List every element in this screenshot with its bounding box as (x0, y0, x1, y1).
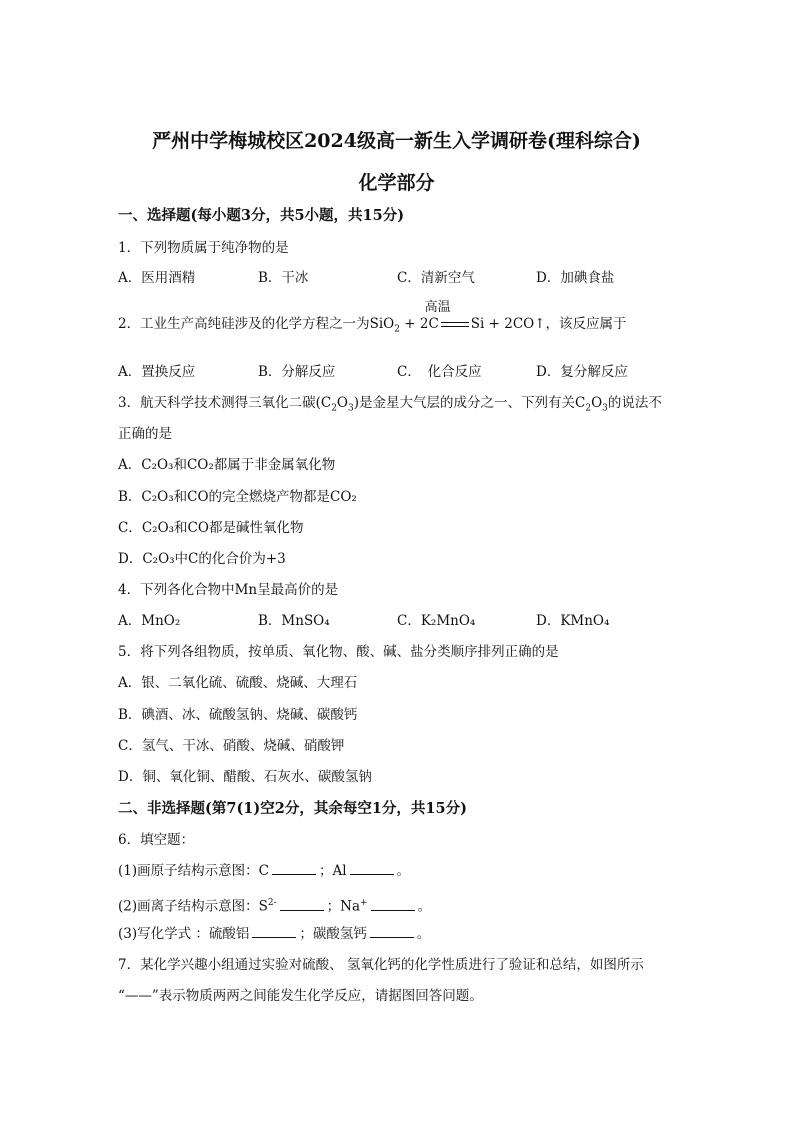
q4-option-a: A．MnO₂ (118, 613, 181, 629)
q3-stem-part: 的说法不 (607, 395, 662, 411)
q7-stem-line1: 7．某化学兴趣小组通过实验对硫酸、 氢氧化钙的化学性质进行了验证和总结，如图所示 (118, 957, 644, 973)
q5-stem: 5．将下列各组物质，按单质、氧化物、酸、碱、盐分类顺序排列正确的是 (118, 644, 559, 660)
q6-part2 (118, 893, 431, 917)
answer-blank[interactable] (272, 862, 316, 875)
q6-part2-label: (2)画离子结构示意图：S (118, 898, 268, 915)
q4-option-c: C．K₂MnO₄ (397, 613, 476, 629)
q5-option-c: C．氢气、干冰、硝酸、烧碱、硝酸钾 (118, 738, 345, 754)
q3-option-c: C．C₂O₃和CO都是碱性氧化物 (118, 520, 304, 536)
exam-subtitle: 化学部分 (358, 172, 435, 194)
q6-part1 (118, 861, 410, 881)
q2-suffix: ，该反应属于 (545, 316, 627, 332)
q3-option-a: A．C₂O₃和CO₂都属于非金属氧化物 (118, 457, 336, 473)
q5-option-d: D．铜、氧化铜、醋酸、石灰水、碳酸氢钠 (118, 769, 372, 785)
q1-stem: 1．下列物质属于纯净物的是 (118, 240, 289, 256)
answer-blank[interactable] (252, 925, 296, 938)
q3-stem-part: )是金星大气层的成分之一、下列有关C (353, 395, 586, 411)
q3-stem-line2: 正确的是 (118, 426, 172, 442)
q6-part1-label: ；Al (318, 863, 347, 879)
charge-superscript: 2- (267, 898, 277, 908)
q2-option-a: A．置换反应 (118, 364, 196, 380)
q2-stem (118, 300, 627, 340)
q6-part2-label: ；Na (326, 898, 361, 915)
q4-stem: 4．下列各化合物中Mn呈最高价的是 (118, 582, 339, 598)
q3-stem-part: 3．航天科学技术测得三氧化二碳(C (118, 395, 332, 411)
answer-blank[interactable] (350, 862, 394, 875)
q3-sub: 3 (602, 403, 608, 414)
q2-option-b: B．分解反应 (258, 364, 336, 380)
q2-equation (369, 300, 546, 340)
q2-eq-left: SiO (369, 316, 395, 332)
q2-option-c: C． 化合反应 (397, 364, 482, 380)
answer-blank[interactable] (370, 925, 414, 938)
q4-option-b: B．MnSO₄ (258, 613, 330, 629)
section1-heading: 一、选择题(每小题3分，共5小题，共15分) (118, 207, 405, 224)
q3-option-b: B．C₂O₃和CO的完全燃烧产物都是CO₂ (118, 489, 357, 505)
q3-sub: 2 (585, 403, 592, 414)
q1-option-c: C．清新空气 (397, 270, 475, 286)
q5-option-b: B．碘酒、冰、硫酸氢钠、烧碱、碳酸钙 (118, 707, 358, 723)
q4-option-d: D．KMnO₄ (536, 613, 610, 629)
q6-part3 (118, 924, 430, 944)
q3-option-d: D．C₂O₃中C的化合价为+3 (118, 551, 286, 567)
q6-part3-label: 。 (416, 926, 431, 942)
q2-eq-left-sub: 2 (394, 324, 400, 335)
exam-title: 严州中学梅城校区2024级高一新生入学调研卷(理科综合) (152, 130, 641, 152)
q2-eq-condition: 高温 (424, 300, 451, 315)
charge-superscript: + (360, 898, 368, 908)
q3-sub: 3 (348, 403, 354, 414)
answer-blank[interactable] (371, 898, 415, 911)
q3-stem-line1 (118, 393, 662, 419)
q1-option-d: D．加碘食盐 (536, 270, 615, 286)
q3-sub: 2 (331, 403, 337, 414)
q2-prefix: 2．工业生产高纯硅涉及的化学方程之一为 (118, 316, 370, 332)
section2-heading: 二、非选择题(第7(1)空2分，其余每空1分，共15分) (118, 800, 467, 817)
q6-part3-label: ；碳酸氢钙 (299, 926, 367, 942)
q1-option-b: B．干冰 (258, 270, 309, 286)
q3-stem-part: O (336, 395, 348, 411)
q2-eq-plus: + 2C (399, 316, 439, 332)
q6-part1-label: 。 (396, 863, 411, 879)
q2-eq-bar (441, 322, 469, 327)
q6-part3-label: (3)写化学式 ：硫酸铝 (118, 926, 250, 942)
q6-stem: 6．填空题： (118, 832, 195, 848)
q6-part1-label: (1)画原子结构示意图：C (118, 863, 269, 879)
q5-option-a: A．银、二氧化硫、硫酸、烧碱、大理石 (118, 675, 358, 691)
q2-option-d: D．复分解反应 (536, 364, 628, 380)
q7-stem-line2: “——”表示物质两两之间能发生化学反应，请据图回答问题。 (118, 988, 483, 1004)
q6-part2-label: 。 (417, 898, 432, 915)
q2-eq-right: Si + 2CO↑ (470, 316, 546, 332)
q3-stem-part: O (591, 395, 603, 411)
answer-blank[interactable] (280, 898, 324, 911)
q1-option-a: A．医用酒精 (118, 270, 196, 286)
